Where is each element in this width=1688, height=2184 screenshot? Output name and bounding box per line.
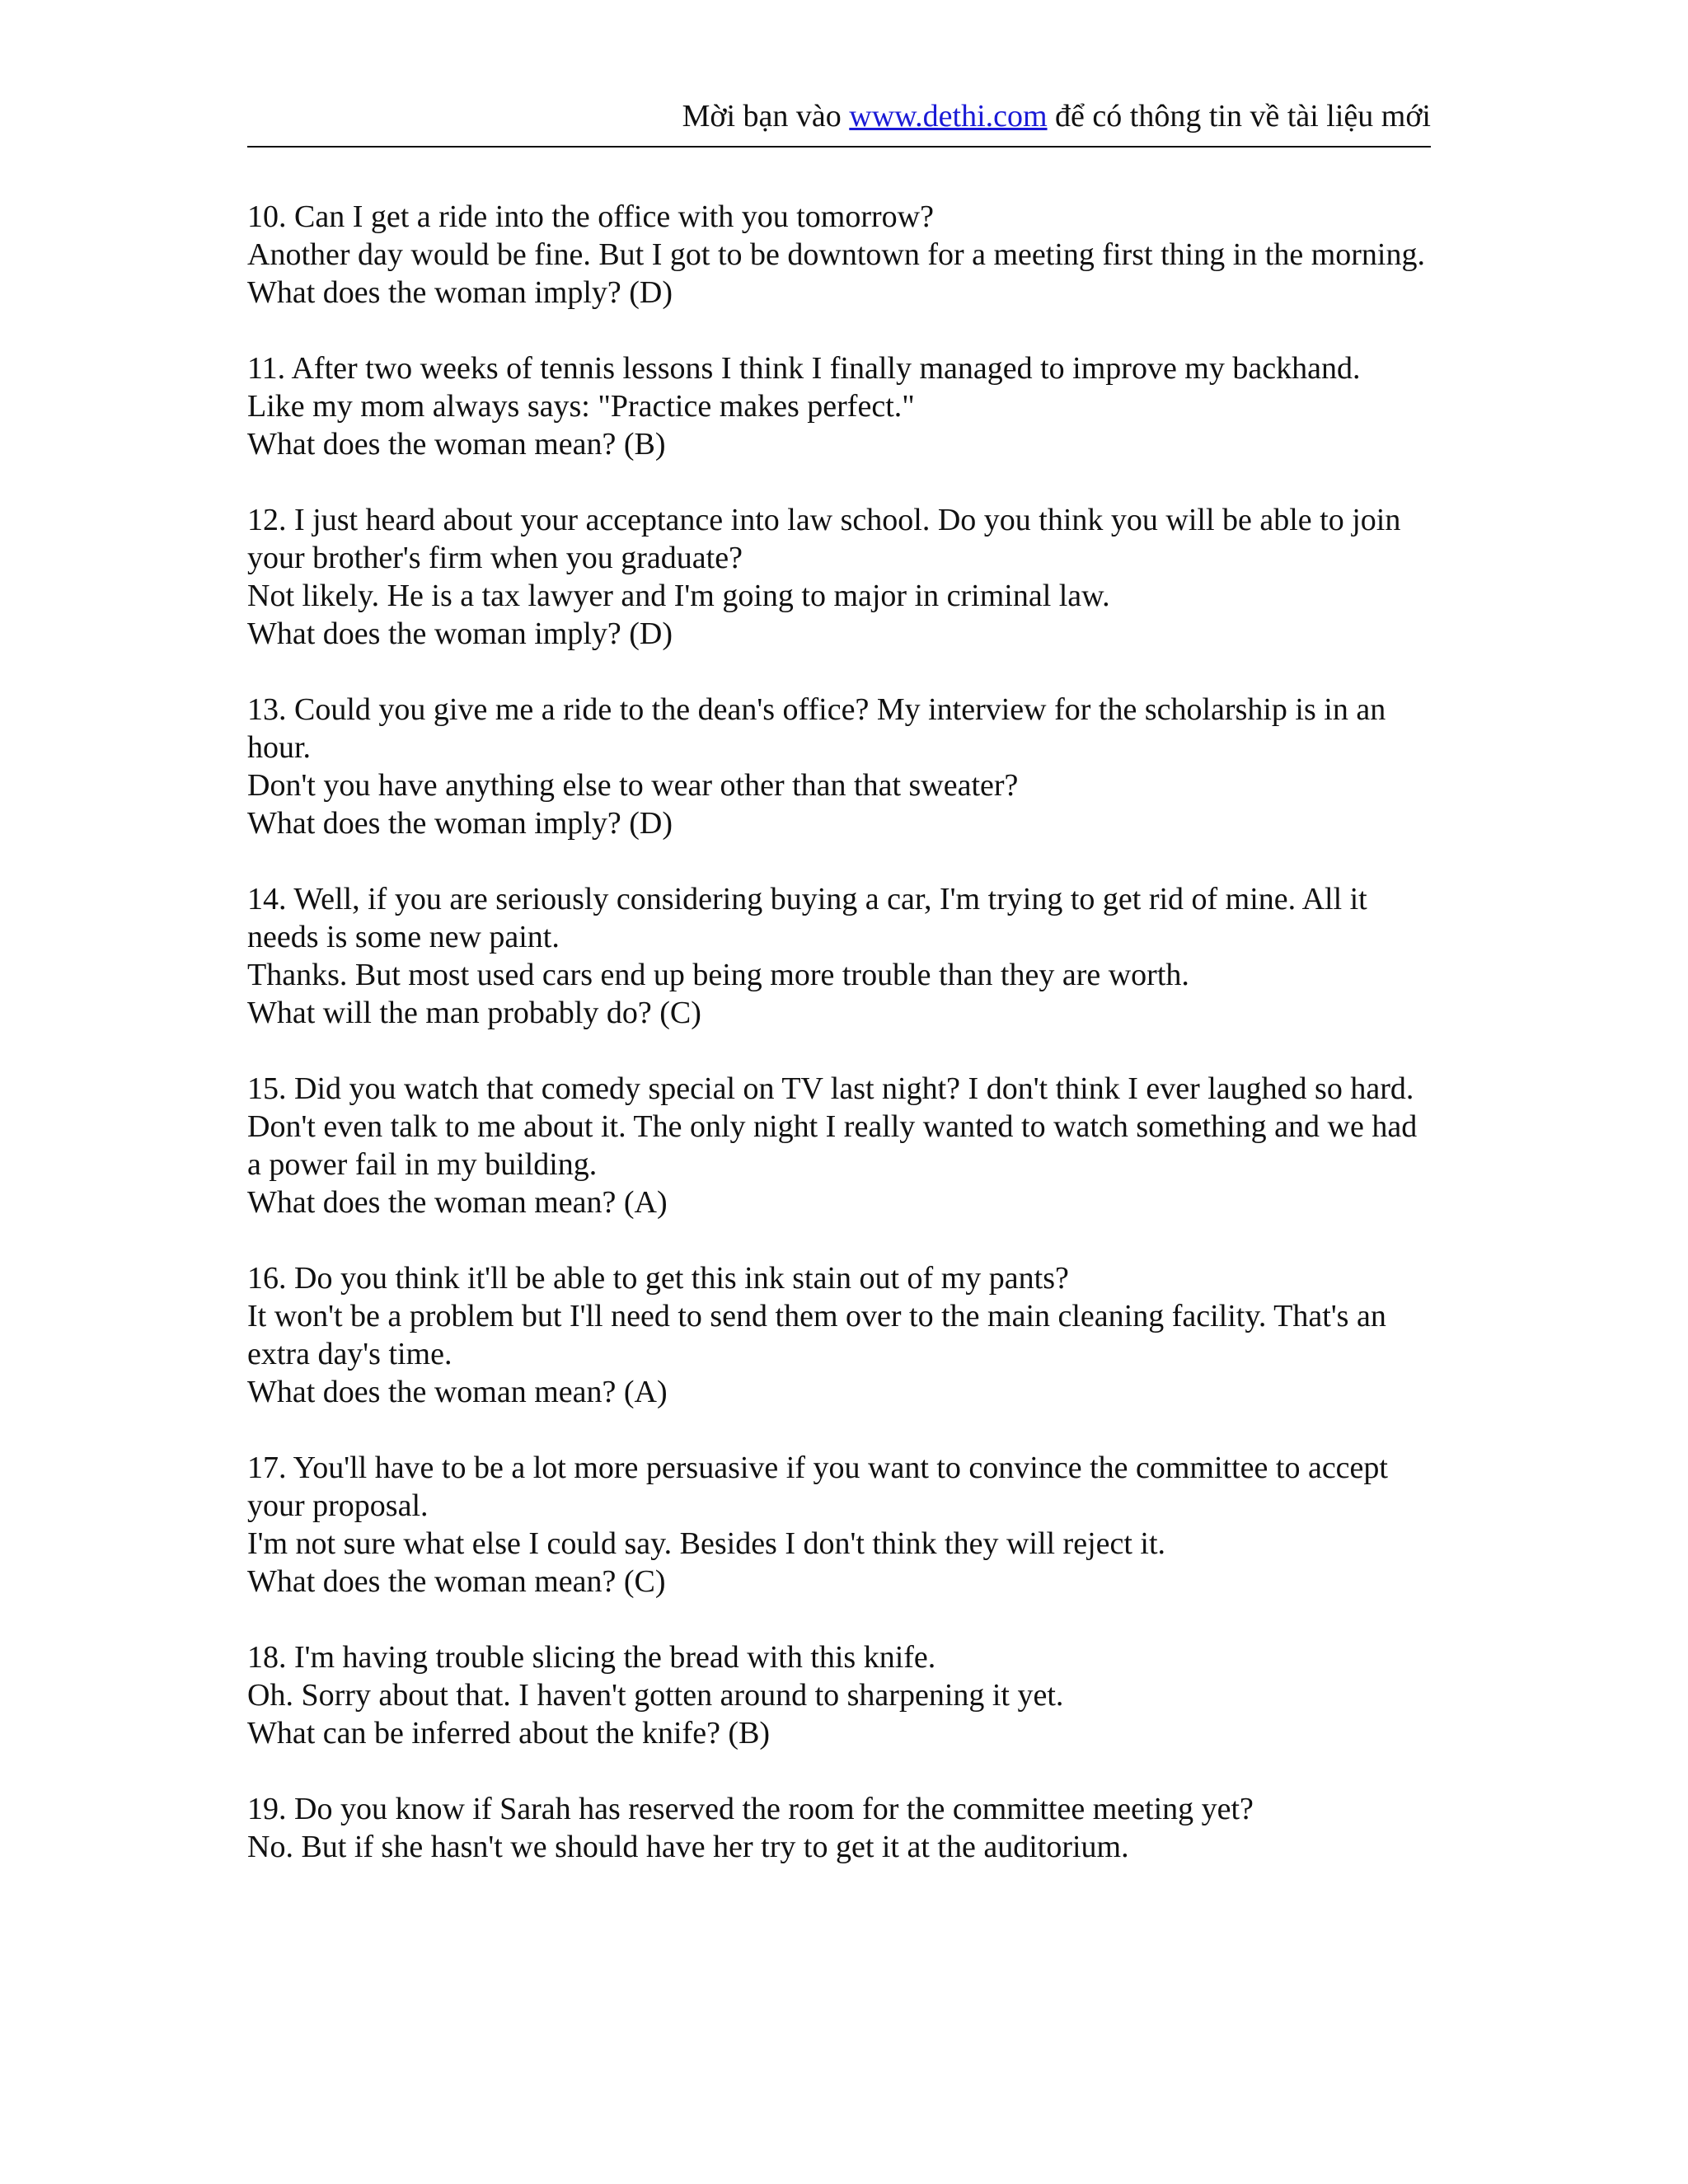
question-item-12 [247,501,1431,653]
question-item-18 [247,1638,1431,1752]
header-link[interactable]: www.dethi.com [849,99,1048,134]
response-text: Like my mom always says: "Practice makes perfect." [247,389,915,424]
header-rule [247,146,1431,148]
prompt-text: What does the woman mean? (A) [247,1185,668,1220]
question-list [247,198,1431,1904]
response-text: Don't you have anything else to wear other than that sweater? [247,768,1019,803]
question-item-15 [247,1070,1431,1221]
question-text: 12. I just heard about your acceptance into law school. Do you think you will be able to join your brother's firm when you graduate? [247,503,1401,575]
response-text: I'm not sure what else I could say. Besides I don't think they will reject it. [247,1526,1166,1561]
response-text: Oh. Sorry about that. I haven't gotten around to sharpening it yet. [247,1678,1064,1713]
prompt-text: What does the woman imply? (D) [247,275,673,310]
prompt-text: What does the woman imply? (D) [247,616,673,651]
question-item-16 [247,1259,1431,1411]
question-text: 10. Can I get a ride into the office with you tomorrow? [247,199,934,234]
header-prefix: Mời bạn vào [682,99,850,134]
question-text: 11. After two weeks of tennis lessons I think I finally managed to improve my backhand. [247,351,1361,386]
question-text: 18. I'm having trouble slicing the bread with this knife. [247,1640,936,1675]
page-header [247,96,1431,137]
question-text: 13. Could you give me a ride to the dean's office? My interview for the scholarship is in an hour. [247,692,1386,765]
response-text: Thanks. But most used cars end up being more trouble than they are worth. [247,958,1189,992]
response-text: No. But if she hasn't we should have her try to get it at the auditorium. [247,1830,1129,1864]
question-item-10 [247,198,1431,312]
prompt-text: What does the woman mean? (B) [247,427,666,462]
prompt-text: What does the woman imply? (D) [247,806,673,841]
response-text: Not likely. He is a tax lawyer and I'm going to major in criminal law. [247,579,1110,613]
prompt-text: What does the woman mean? (A) [247,1375,668,1409]
question-text: 19. Do you know if Sarah has reserved the room for the committee meeting yet? [247,1792,1254,1826]
prompt-text: What does the woman mean? (C) [247,1564,666,1599]
question-item-17 [247,1449,1431,1601]
question-text: 15. Did you watch that comedy special on TV last night? I don't think I ever laughed so hard. [247,1071,1414,1106]
question-item-13 [247,691,1431,842]
question-text: 14. Well, if you are seriously considering buying a car, I'm trying to get rid of mine. All it needs is some new paint. [247,882,1367,954]
question-text: 17. You'll have to be a lot more persuasive if you want to convince the committee to accept your proposal. [247,1451,1388,1523]
question-text: 16. Do you think it'll be able to get this ink stain out of my pants? [247,1261,1069,1296]
prompt-text: What will the man probably do? (C) [247,996,701,1030]
response-text: It won't be a problem but I'll need to send them over to the main cleaning facility. That's an extra day's time. [247,1299,1386,1371]
header-suffix: để có thông tin về tài liệu mới [1047,99,1431,134]
prompt-text: What can be inferred about the knife? (B) [247,1716,771,1750]
question-item-14 [247,880,1431,1032]
response-text: Another day would be fine. But I got to be downtown for a meeting first thing in the morning. [247,237,1425,272]
question-item-11 [247,349,1431,463]
response-text: Don't even talk to me about it. The only night I really wanted to watch something and we had a power fail in my building. [247,1109,1418,1182]
question-item-19 [247,1790,1431,1866]
